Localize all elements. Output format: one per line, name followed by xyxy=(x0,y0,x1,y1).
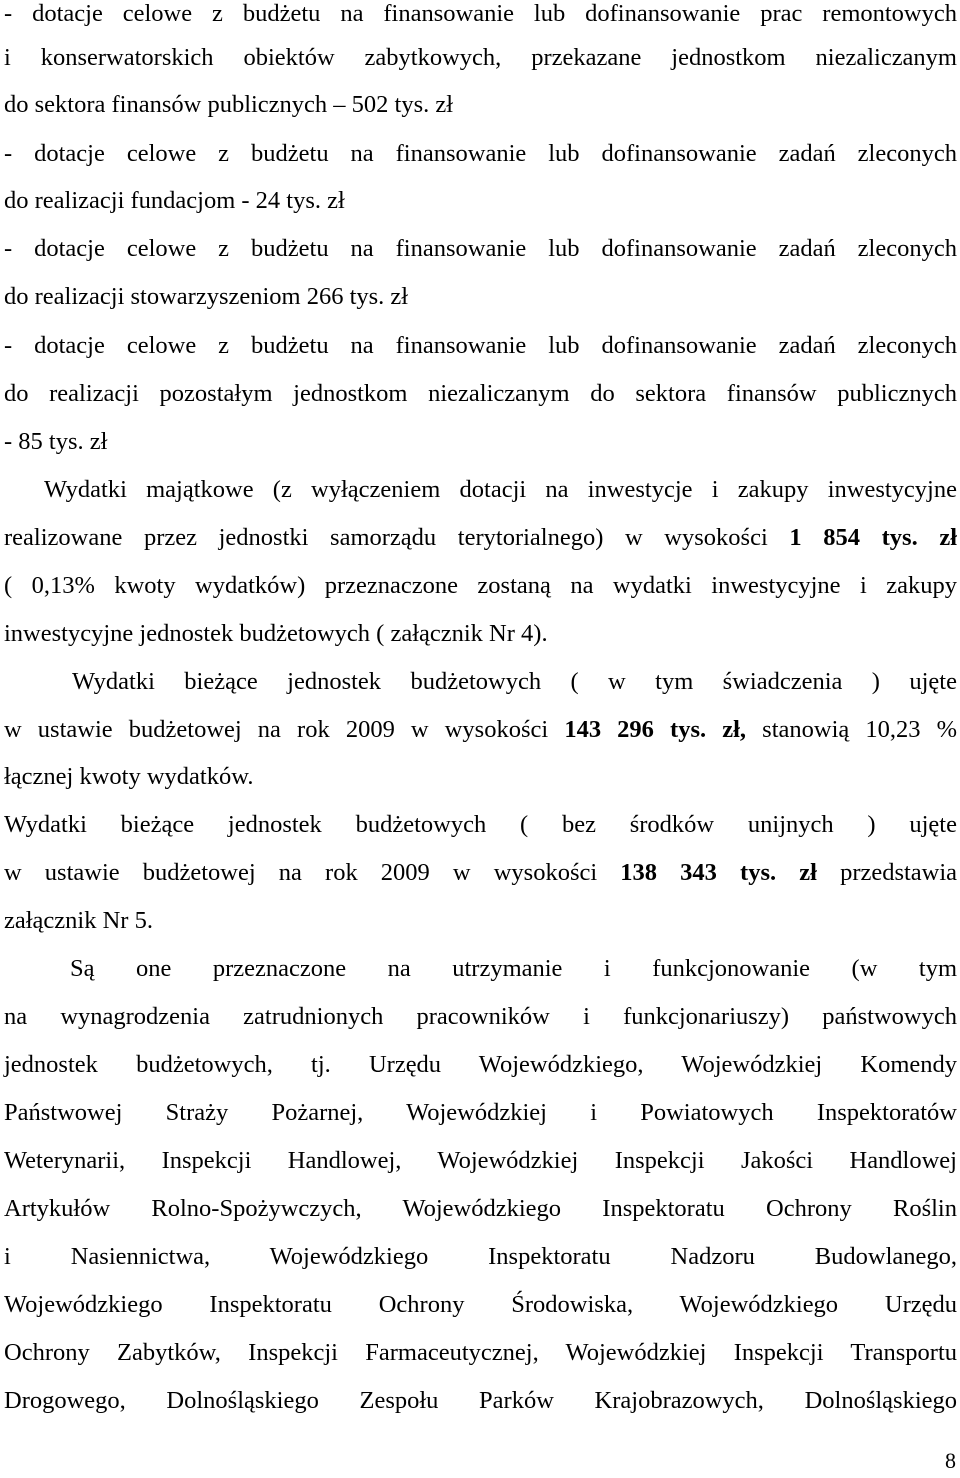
text-line: jednostek budżetowych, tj. Urzędu Wojewódzkiego, Wojewódzkiej Komendy xyxy=(4,1051,957,1078)
text-line: ( 0,13% kwoty wydatków) przeznaczone zostaną na wydatki inwestycyjne i zakupy xyxy=(4,572,957,599)
text-line: i Nasiennictwa, Wojewódzkiego Inspektoratu Nadzoru Budowlanego, xyxy=(4,1243,957,1270)
text-line: Państwowej Straży Pożarnej, Wojewódzkiej i Powiatowych Inspektoratów xyxy=(4,1099,957,1126)
text-span: w ustawie budżetowej na rok 2009 w wysokości xyxy=(4,859,598,886)
text-line: Są one przeznaczone na utrzymanie i funkcjonowanie (w tym xyxy=(70,955,957,982)
text-line: - 85 tys. zł xyxy=(4,428,108,455)
text-line: do realizacji pozostałym jednostkom niezaliczanym do sektora finansów publicznych xyxy=(4,380,957,407)
text-span: stanowią 10,23 % xyxy=(762,716,958,743)
text-span: przedstawia xyxy=(840,859,958,886)
text-line: - dotacje celowe z budżetu na finansowanie lub dofinansowanie zadań zleconych xyxy=(4,235,957,262)
text-line: do realizacji stowarzyszeniom 266 tys. zł xyxy=(4,283,409,310)
text-line: Artykułów Rolno-Spożywczych, Wojewódzkiego Inspektoratu Ochrony Roślin xyxy=(4,1195,957,1222)
text-line: łącznej kwoty wydatków. xyxy=(4,763,254,790)
text-line: Wydatki bieżące jednostek budżetowych ( w tym świadczenia ) ujęte xyxy=(72,668,957,695)
text-line: Drogowego, Dolnośląskiego Zespołu Parków Krajobrazowych, Dolnośląskiego xyxy=(4,1387,957,1414)
amount-bold: 1 854 xyxy=(789,524,860,551)
currency-bold: zł xyxy=(939,524,958,551)
text-line: i konserwatorskich obiektów zabytkowych, przekazane jednostkom niezaliczanym xyxy=(4,44,957,71)
text-line: Wydatki majątkowe (z wyłączeniem dotacji na inwestycje i zakupy inwestycyjne xyxy=(44,476,957,503)
text-line: - dotacje celowe z budżetu na finansowanie lub dofinansowanie zadań zleconych xyxy=(4,332,957,359)
text-line-mixed xyxy=(4,518,957,558)
text-line: załącznik Nr 5. xyxy=(4,907,153,934)
text-line: inwestycyjne jednostek budżetowych ( załącznik Nr 4). xyxy=(4,620,548,647)
unit-bold: tys. xyxy=(740,859,777,886)
text-line-mixed xyxy=(4,710,957,750)
text-line: na wynagrodzenia zatrudnionych pracowników i funkcjonariuszy) państwowych xyxy=(4,1003,957,1030)
text-line: do realizacji fundacjom - 24 tys. zł xyxy=(4,187,345,214)
amount-bold: 143 296 tys. zł, xyxy=(564,716,747,743)
text-line: - dotacje celowe z budżetu na finansowanie lub dofinansowanie prac remontowych xyxy=(4,0,957,27)
text-line: - dotacje celowe z budżetu na finansowanie lub dofinansowanie zadań zleconych xyxy=(4,140,957,167)
text-line: Wojewódzkiego Inspektoratu Ochrony Środowiska, Wojewódzkiego Urzędu xyxy=(4,1291,957,1318)
text-line-mixed xyxy=(4,853,957,893)
amount-bold: 138 343 xyxy=(620,859,717,886)
currency-bold: zł xyxy=(799,859,817,886)
text-span: w ustawie budżetowej na rok 2009 w wysokości xyxy=(4,716,549,743)
text-line: Weterynarii, Inspekcji Handlowej, Wojewódzkiej Inspekcji Jakości Handlowej xyxy=(4,1147,957,1174)
text-line: do sektora finansów publicznych – 502 tys. zł xyxy=(4,91,454,118)
text-span: realizowane przez jednostki samorządu terytorialnego) w wysokości xyxy=(4,524,768,551)
unit-bold: tys. xyxy=(881,524,918,551)
text-line: Ochrony Zabytków, Inspekcji Farmaceutycznej, Wojewódzkiej Inspekcji Transportu xyxy=(4,1339,957,1366)
page-number: 8 xyxy=(945,1448,956,1473)
text-line: Wydatki bieżące jednostek budżetowych ( bez środków unijnych ) ujęte xyxy=(4,811,957,838)
